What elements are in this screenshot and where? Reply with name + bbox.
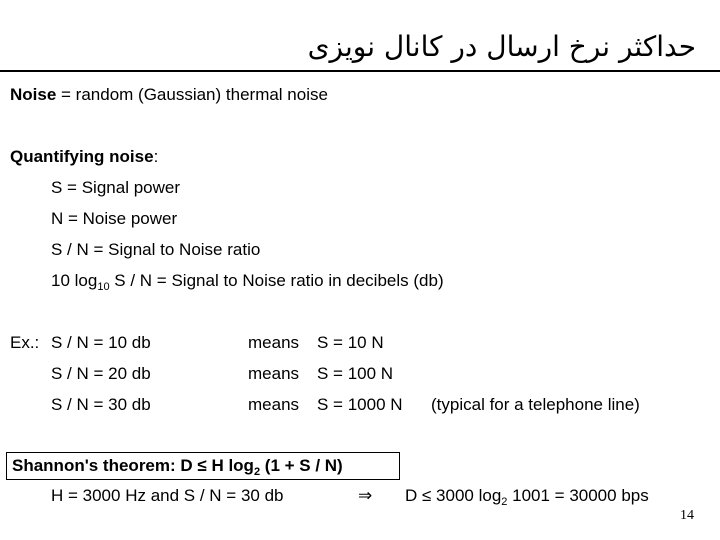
- calc-subscript: 2: [501, 496, 508, 508]
- shannon-theorem: [12, 456, 343, 482]
- example-row: [51, 333, 711, 353]
- noise-term: Noise: [10, 85, 57, 104]
- example-means: means: [248, 395, 300, 414]
- quantifying-colon: :: [153, 147, 159, 166]
- quantifying-heading-text: Quantifying noise: [10, 147, 154, 166]
- shannon-pre: Shannon's theorem: D ≤ H log: [12, 456, 254, 475]
- db-post: S / N = Signal to Noise ratio in decibels (db): [109, 271, 444, 290]
- definition-snr-db: [51, 271, 444, 297]
- example-ratio: S / N = 20 db: [51, 364, 151, 383]
- calc-pre: D ≤ 3000 log: [405, 486, 502, 505]
- slide-title: حداکثر نرخ ارسال در کانال نویزی: [307, 30, 696, 63]
- definition-noise-power: N = Noise power: [51, 209, 178, 228]
- example-equation: S = 1000 N: [317, 395, 403, 414]
- example-ratio: S / N = 10 db: [51, 333, 151, 352]
- example-means: means: [248, 333, 300, 352]
- noise-description: = random (Gaussian) thermal noise: [56, 85, 328, 104]
- shannon-post: (1 + S / N): [260, 456, 343, 475]
- db-pre: 10 log: [51, 271, 98, 290]
- example-ratio: S / N = 30 db: [51, 395, 151, 414]
- example-equation: S = 10 N: [317, 333, 384, 352]
- example-note: (typical for a telephone line): [431, 395, 640, 414]
- calc-given: H = 3000 Hz and S / N = 30 db: [51, 486, 284, 505]
- quantifying-heading: [10, 147, 158, 167]
- definition-snr: S / N = Signal to Noise ratio: [51, 240, 261, 259]
- title-underline: [0, 70, 720, 72]
- calc-result: [405, 486, 649, 512]
- implies-arrow: ⇒: [358, 486, 373, 505]
- example-row: [51, 364, 711, 384]
- examples-label: Ex.:: [10, 333, 40, 352]
- calc-post: 1001 = 30000 bps: [507, 486, 649, 505]
- example-equation: S = 100 N: [317, 364, 394, 383]
- page-number: 14: [680, 508, 694, 523]
- db-subscript: 10: [97, 281, 110, 293]
- noise-definition: [10, 85, 328, 105]
- example-means: means: [248, 364, 300, 383]
- definition-signal-power: S = Signal power: [51, 178, 180, 197]
- shannon-subscript: 2: [253, 466, 261, 478]
- example-row: [51, 395, 711, 415]
